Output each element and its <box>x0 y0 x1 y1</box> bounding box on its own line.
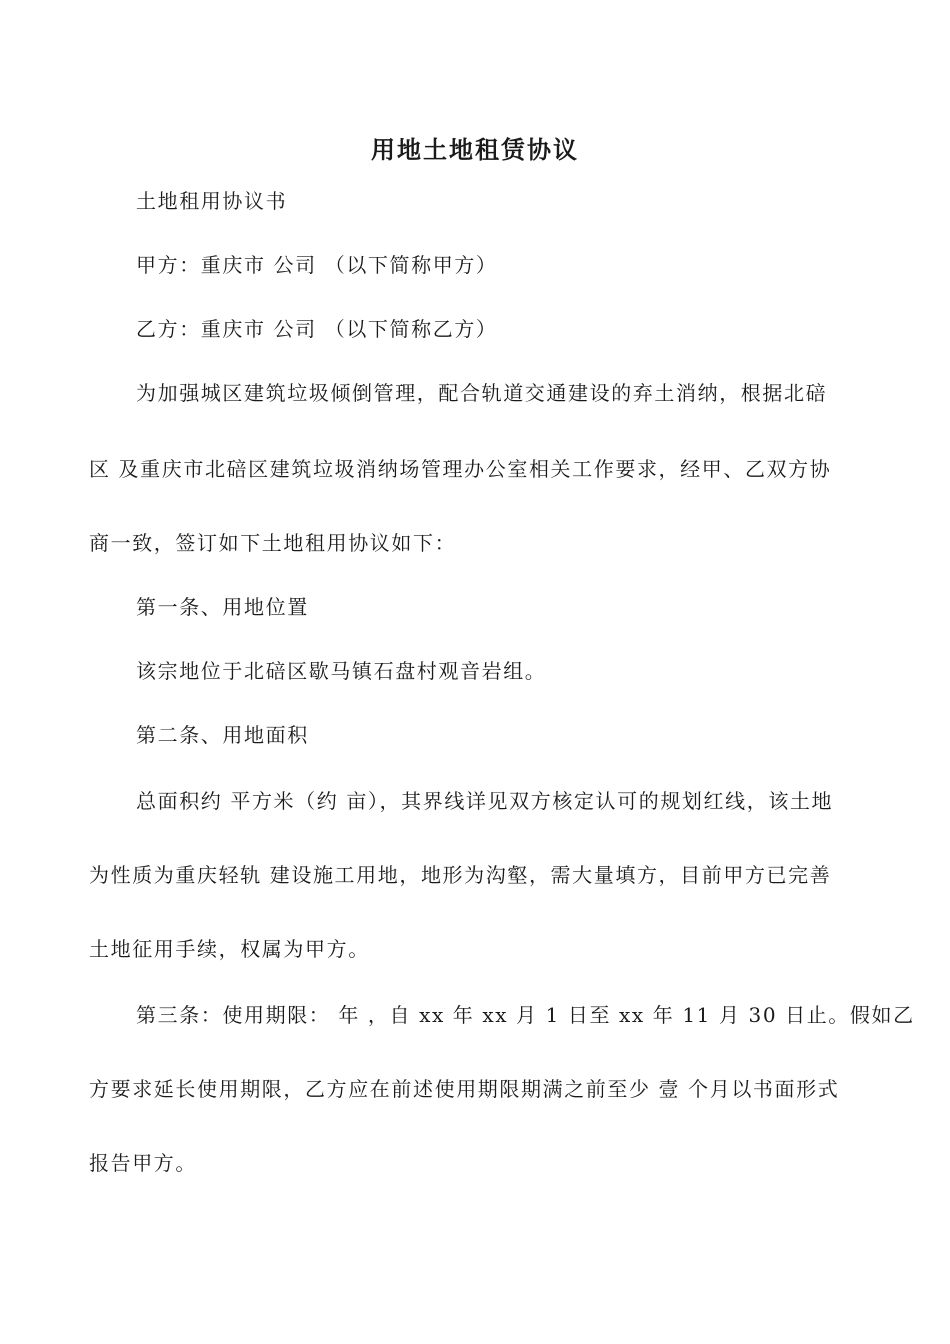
article-2-heading: 第二条、用地面积 <box>136 723 309 747</box>
party-b-line: 乙方：重庆市 公司 （以下简称乙方） <box>136 317 498 341</box>
document-subtitle: 土地租用协议书 <box>136 189 288 213</box>
article-3-line-2: 方要求延长使用期限，乙方应在前述使用期限期满之前至少 壹 个月以书面形式 <box>89 1077 840 1101</box>
preamble-line-2: 区 及重庆市北碚区建筑垃圾消纳场管理办公室相关工作要求，经甲、乙双方协 <box>89 457 832 481</box>
document-title: 用地土地租赁协议 <box>371 135 579 164</box>
article-2-line-3: 土地征用手续，权属为甲方。 <box>89 937 370 961</box>
article-3-line-3: 报告甲方。 <box>89 1151 197 1175</box>
article-2-line-1: 总面积约 平方米（约 亩），其界线详见双方核定认可的规划红线，该土地 <box>136 789 834 813</box>
article-2-line-2: 为性质为重庆轻轨 建设施工用地，地形为沟壑，需大量填方，目前甲方已完善 <box>89 863 832 887</box>
preamble-line-1: 为加强城区建筑垃圾倾倒管理，配合轨道交通建设的弃土消纳，根据北碚 <box>136 381 828 405</box>
party-a-line: 甲方：重庆市 公司 （以下简称甲方） <box>136 253 498 277</box>
article-1-body: 该宗地位于北碚区歇马镇石盘村观音岩组。 <box>136 659 547 683</box>
article-1-heading: 第一条、用地位置 <box>136 595 309 619</box>
article-3-line-1: 第三条：使用期限： 年 ，自 xx 年 xx 月 1 日至 xx 年 11 月 30 日止。假如乙 <box>136 1003 915 1027</box>
preamble-line-3: 商一致，签订如下土地租用协议如下： <box>89 531 457 555</box>
